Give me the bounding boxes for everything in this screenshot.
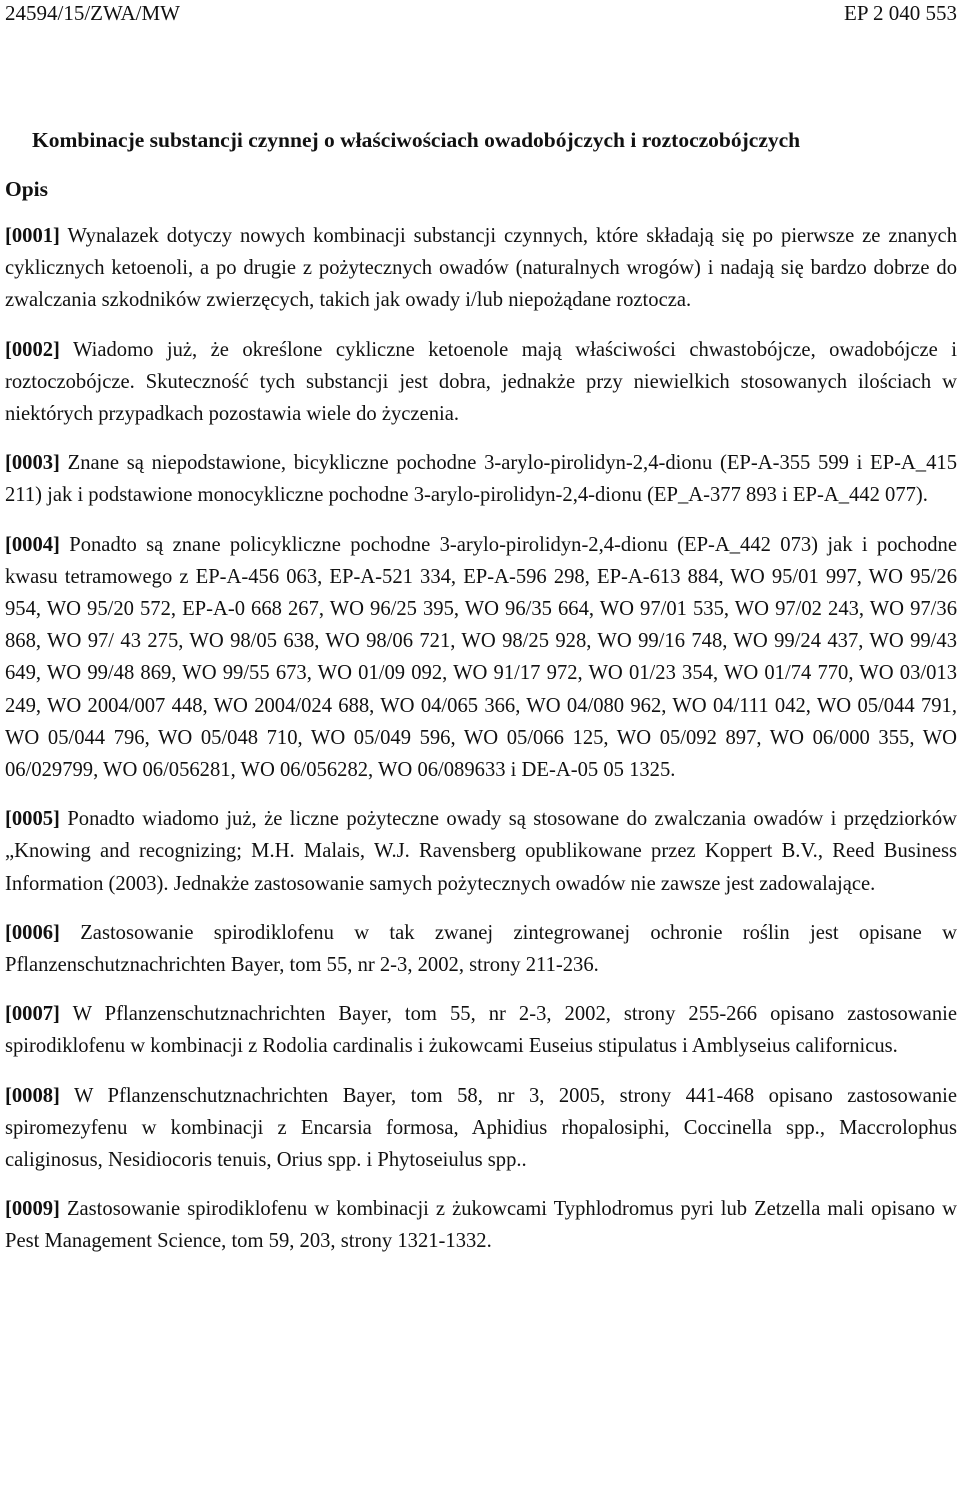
document-title: Kombinacje substancji czynnej o właściwościach owadobójczych i roztoczobójczych	[32, 128, 801, 152]
page-header	[5, 0, 957, 26]
paragraph-text: Ponadto wiadomo już, że liczne pożyteczne owady są stosowane do zwalczania owadów i przędziorków „Knowing and recognizing; M.H. Malais, W.J. Ravensberg opublikowane przez Koppert B.V., Reed Business Information (2003). Jednakże zastosowanie samych pożytecznych owadów nie zawsze jest zadowalające.	[5, 808, 957, 895]
paragraph-number: [0005]	[5, 808, 60, 831]
paragraph-number: [0004]	[5, 533, 60, 556]
paragraph-number: [0009]	[5, 1198, 60, 1221]
document-reference: 24594/15/ZWA/MW	[5, 1, 180, 25]
paragraph-0002	[5, 334, 957, 431]
paragraph-0007	[5, 998, 957, 1062]
paragraph-0006	[5, 917, 957, 981]
section-heading-description: Opis	[5, 177, 49, 201]
paragraph-text: Zastosowanie spirodiklofenu w kombinacji z żukowcami Typhlodromus pyri lub Zetzella mali opisano w Pest Management Science, tom 59, 203, strony 1321-1332.	[5, 1198, 957, 1253]
paragraph-number: [0003]	[5, 452, 60, 475]
paragraph-text: Zastosowanie spirodiklofenu w tak zwanej zintegrowanej ochronie roślin jest opisane w Pflanzenschutznachrichten Bayer, tom 55, nr 2-3, 2002, strony 211-236.	[5, 921, 957, 977]
description-body	[5, 220, 957, 1275]
paragraph-0008	[5, 1080, 957, 1177]
paragraph-text: Wiadomo już, że określone cykliczne ketoenole mają właściwości chwastobójcze, owadobójcze i roztoczobójcze. Skuteczność tych substancji jest dobra, jednakże przy niewielkich stosowanych ilościach w niektórych przypadkach pozostawia wiele do życzenia.	[5, 338, 957, 426]
paragraph-number: [0006]	[5, 921, 60, 944]
paragraph-text: Znane są niepodstawione, bicykliczne pochodne 3-arylo-pirolidyn-2,4-dionu (EP-A-355 599 i EP-A_415 211) jak i podstawione monocykliczne pochodne 3-arylo-pirolidyn-2,4-dionu (EP_A-377 893 i EP-A_442 077).	[5, 452, 957, 507]
paragraph-0009	[5, 1193, 957, 1257]
paragraph-text: Ponadto są znane policykliczne pochodne 3-arylo-pirolidyn-2,4-dionu (EP-A_442 073) jak i pochodne kwasu tetramowego z EP-A-456 063, EP-A-521 334, EP-A-596 298, EP-A-613 884, WO 95/01 997, WO 95/26 954, WO 95/20 572, EP-A-0 668 267, WO 96/25 395, WO 96/35 664, WO 97/01 535, WO 97/02 243, WO 97/36 868, WO 97/ 43 275, WO 98/05 638, WO 98/06 721, WO 98/25 928, WO 99/16 748, WO 99/24 437, WO 99/43 649, WO 99/48 869, WO 99/55 673, WO 01/09 092, WO 91/17 972, WO 01/23 354, WO 01/74 770, WO 03/013 249, WO 2004/007 448, WO 2004/024 688, WO 04/065 366, WO 04/080 962, WO 04/111 042, WO 05/044 791, WO 05/044 796, WO 05/048 710, WO 05/049 596, WO 05/066 125, WO 05/092 897, WO 06/000 355, WO 06/029799, WO 06/056281, WO 06/056282, WO 06/089633 i DE-A-05 05 1325.	[5, 533, 957, 782]
paragraph-number: [0001]	[5, 225, 60, 247]
paragraph-text: W Pflanzenschutznachrichten Bayer, tom 55, nr 2-3, 2002, strony 255-266 opisano zastosowanie spirodiklofenu w kombinacji z Rodolia cardinalis i żukowcami Euseius stipulatus i Amblyseius californicus.	[5, 1003, 957, 1058]
paragraph-0003	[5, 447, 957, 511]
paragraph-0001	[5, 220, 957, 317]
patent-number: EP 2 040 553	[844, 1, 957, 25]
paragraph-number: [0002]	[5, 338, 60, 361]
paragraph-0004	[5, 529, 957, 787]
paragraph-number: [0007]	[5, 1003, 60, 1026]
paragraph-text: W Pflanzenschutznachrichten Bayer, tom 58, nr 3, 2005, strony 441-468 opisano zastosowanie spiromezyfenu w kombinacji z Encarsia formosa, Aphidius rhopalosiphi, Coccinella spp., Maccrolophus caliginosus, Nesidiocoris tenuis, Orius spp. i Phytoseiulus spp..	[5, 1084, 957, 1172]
paragraph-number: [0008]	[5, 1084, 60, 1107]
paragraph-0005	[5, 803, 957, 900]
paragraph-text: Wynalazek dotyczy nowych kombinacji substancji czynnych, które składają się po pierwsze ze znanych cyklicznych ketoenoli, a po drugie z pożytecznych owadów (naturalnych wrogów) i nadają się bardzo dobrze do zwalczania szkodników zwierzęcych, takich jak owady i/lub niepożądane roztocza.	[5, 225, 957, 312]
